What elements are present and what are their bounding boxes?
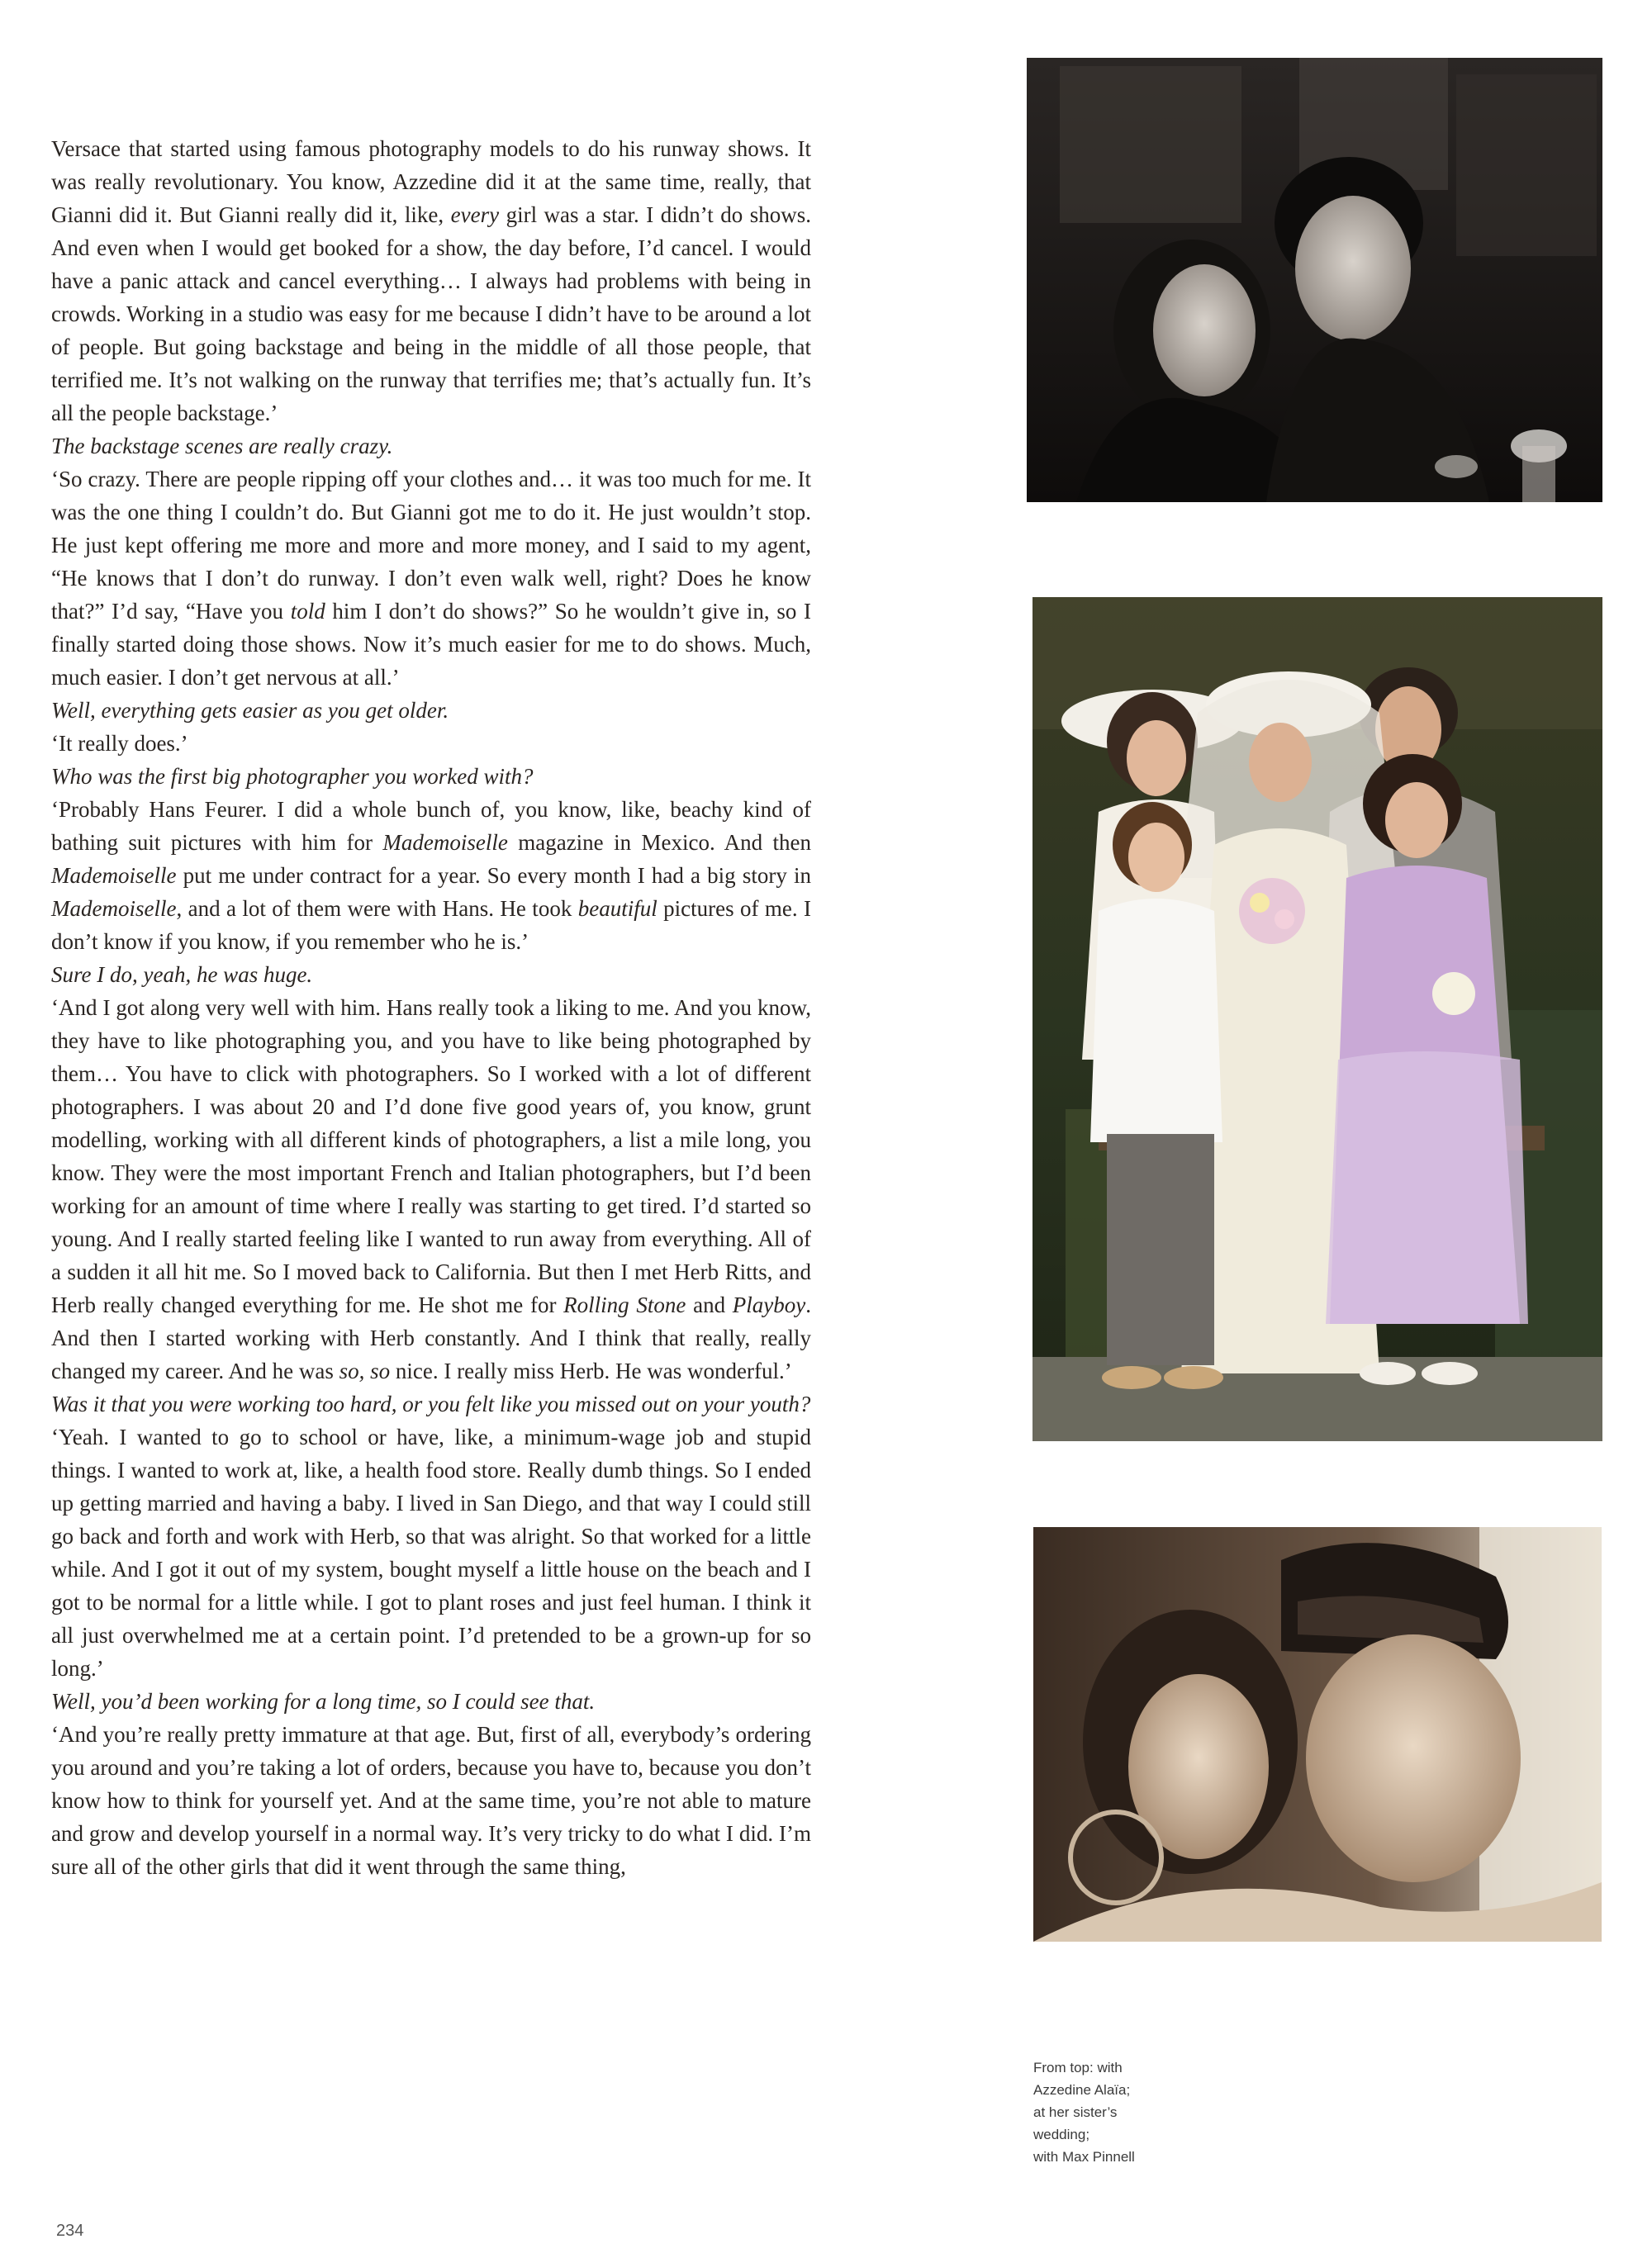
photo-wedding-group-icon [1032,597,1602,1441]
body-text: Was it that you were working too hard, or you felt like you missed out on your youth? [51,1392,811,1416]
body-text: . And then I started working with Herb constantly. And I think that really, really changed my career. And he was [51,1293,812,1383]
emphasis-text: told [290,599,325,624]
body-text: nice. I really miss Herb. He was wonderful.’ [390,1359,792,1383]
emphasis-text: Playboy [732,1293,806,1317]
caption-line: Azzedine Alaïa; [1033,2082,1131,2098]
interview-question [51,1685,811,1718]
body-text: Versace that started using famous photography models to do his runway shows. It was really revolutionary. You know, Azzedine did it at the same time, really, that Gianni did it. But Gianni really did it, like, [51,136,811,227]
emphasis-text: Rolling Stone [563,1293,686,1317]
interview-answer [51,991,811,1388]
body-text: magazine in Mexico. And then [507,830,811,855]
body-text: him I don’t do shows?” So he wouldn’t give in, so I finally started doing those shows. Now it’s much easier for me to do shows. Much, much easier. I don’t get nervous at all.’ [51,599,811,690]
interview-answer [51,793,811,958]
body-text: pictures of me. I don’t know if you know, if you remember who he is.’ [51,896,811,954]
interview-question [51,958,811,991]
body-text: The backstage scenes are really crazy. [51,434,393,458]
photo-with-max-pinnell [1033,1527,1602,1942]
interview-question [51,429,811,463]
body-text: Well, you’d been working for a long time, so I could see that. [51,1689,596,1714]
body-text: Who was the first big photographer you worked with? [51,764,534,789]
emphasis-text: so, so [339,1359,391,1383]
interview-question [51,1388,811,1421]
body-text: ‘Yeah. I wanted to go to school or have, like, a minimum-wage job and stupid things. I wanted to work at, like, a health food store. Really dumb things. So I ended up getting married and having a baby. I lived in San Diego, and that way I could still go back and forth and work with Herb, so that was alright. So that worked for a little while. And I got it out of my system, bought myself a little house on the beach and I got to be normal for a little while. I got to plant roses and just feel human. I think it all just overwhelmed me at a certain point. I’d pretended to be a grown-up for so long.’ [51,1425,811,1681]
body-text: Sure I do, yeah, he was huge. [51,962,313,987]
body-text: ‘So crazy. There are people ripping off your clothes and… it was too much for me. It was the one thing I couldn’t do. But Gianni got me to do it. He just wouldn’t stop. He just kept offering me more and more and more money, and I said to my agent, “He knows that I don’t do runway. I don’t even walk well, right? Does he know that?” I’d say, “Have you [51,467,811,624]
photo-with-azzedine-alaia [1027,58,1602,502]
caption-line: wedding; [1033,2127,1090,2142]
interview-answer [51,1718,811,1883]
interview-answer [51,463,811,694]
body-text: and [686,1293,733,1317]
photo-caption [1033,2056,1248,2168]
caption-line: From top: with [1033,2060,1123,2075]
body-text: ‘It really does.’ [51,731,188,756]
caption-line: at her sister’s [1033,2104,1118,2120]
body-text: girl was a star. I didn’t do shows. And even when I would get booked for a show, the day before, I’d cancel. I would have a panic attack and cancel everything… I always had problems with being in crowds. Working in a studio was easy for me because I didn’t have to be around a lot of people. But going backstage and being in the middle of all those people, that terrified me. It’s not walking on the runway that terrifies me; that’s actually fun. It’s all the people backstage.’ [51,202,811,425]
body-text: , and a lot of them were with Hans. He took [176,896,578,921]
caption-line: with Max Pinnell [1033,2149,1135,2165]
article-text-column [51,132,811,1883]
emphasis-text: Mademoiselle [382,830,508,855]
body-text: ‘And I got along very well with him. Hans really took a liking to me. And you know, they have to like photographing you, and you have to like being photographed by them… You have to click with photographers. So I worked with a lot of different photographers. I was about 20 and I’d done five good years of, you know, grunt modelling, working with all different kinds of photographers, a list a mile long, you know. They were the most important French and Italian photographers, but I’d been working for an amount of time where I really was starting to get tired. I’d started so young. And I really started feeling like I wanted to run away from everything. All of a sudden it all hit me. So I moved back to California. But then I met Herb Ritts, and Herb really changed everything for me. He shot me for [51,995,811,1317]
interview-answer [51,727,811,760]
photo-bw-portrait-icon [1027,58,1602,502]
interview-question [51,760,811,793]
emphasis-text: Mademoiselle [51,863,177,888]
interview-question [51,694,811,727]
body-text: Well, everything gets easier as you get older. [51,698,449,723]
body-text: put me under contract for a year. So every month I had a big story in [176,863,811,888]
interview-answer [51,132,811,429]
page-number: 234 [56,2222,84,2240]
emphasis-text: beautiful [577,896,657,921]
emphasis-text: Mademoiselle [51,896,177,921]
interview-answer [51,1421,811,1685]
body-text: ‘Probably Hans Feurer. I did a whole bunch of, you know, like, beachy kind of bathing suit pictures with him for [51,797,811,855]
emphasis-text: every [450,202,500,227]
photo-sepia-couple-icon [1033,1527,1602,1942]
photo-sisters-wedding [1032,597,1602,1441]
body-text: ‘And you’re really pretty immature at that age. But, first of all, everybody’s ordering you around and you’re taking a lot of orders, because you have to, because you don’t know how to think for yourself yet. And at the same time, you’re not able to mature and grow and develop yourself in a normal way. It’s very tricky to do what I did. I’m sure all of the other girls that did it went through the same thing, [51,1722,811,1879]
